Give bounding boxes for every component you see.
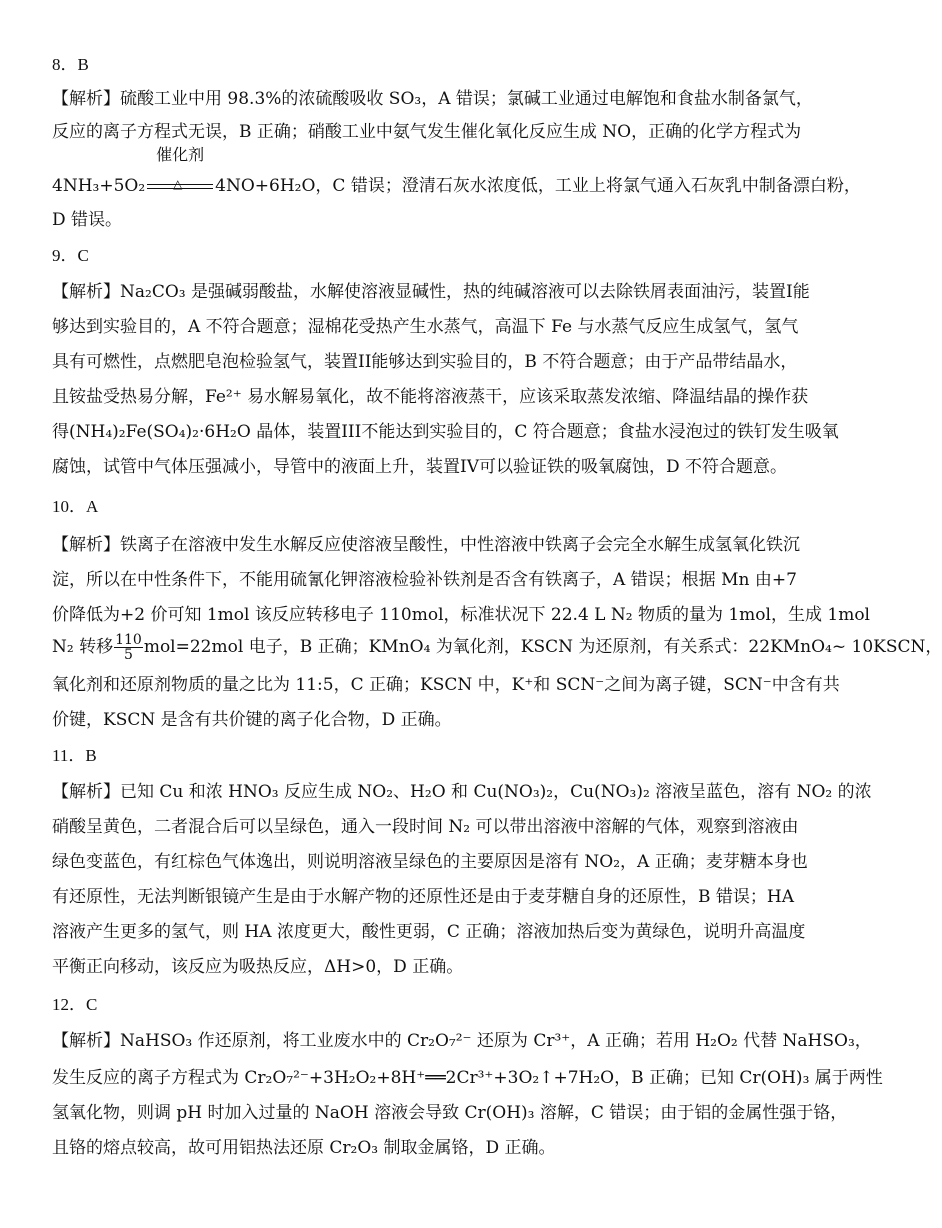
q11-line-1: 【解析】已知 Cu 和浓 HNO₃ 反应生成 NO₂、H₂O 和 Cu(NO₃)₂，Cu(NO₃)₂ 溶液呈蓝色，溶有 NO₂ 的浓: [52, 782, 872, 802]
q8-equation-left: 4NH₃+5O₂: [52, 176, 146, 196]
q10-number: 10．A: [52, 497, 99, 516]
q10-line-2: 淀，所以在中性条件下，不能用硫氰化钾溶液检验补铁剂是否含有铁离子，A 错误；根据 Mn 由+7: [52, 570, 797, 590]
q8-reaction-arrow: [145, 145, 215, 201]
q10-line-3: 价降低为+2 价可知 1mol 该反应转移电子 110mol，标准状况下 22.4 L N₂ 物质的量为 1mol，生成 1mol: [52, 605, 870, 625]
q12-line-3: 氢氧化物，则调 pH 时加入过量的 NaOH 溶液会导致 Cr(OH)₃ 溶解，C 错误；由于铝的金属性强于铬，: [52, 1103, 848, 1123]
q10-line-1: 【解析】铁离子在溶液中发生水解反应使溶液呈酸性，中性溶液中铁离子会完全水解生成氢氧化铁沉: [52, 535, 800, 555]
q10-frac-numerator: 110: [115, 632, 142, 648]
q9-line-2: 够达到实验目的，A 不符合题意；湿棉花受热产生水蒸气，高温下 Fe 与水蒸气反应生成氢气，氢气: [52, 317, 799, 337]
q9-line-5: 得(NH₄)₂Fe(SO₄)₂·6H₂O 晶体，装置III不能达到实验目的，C 符合题意；食盐水浸泡过的铁钉发生吸氧: [52, 422, 839, 442]
q8-equation-right: 4NO+6H₂O，C 错误；澄清石灰水浓度低，工业上将氯气通入石灰乳中制备漂白粉，: [215, 176, 861, 196]
q10-frac-suffix: mol=22mol 电子，B 正确；KMnO₄ 为氧化剂，KSCN 为还原剂，有关系式：22KMnO₄~ 10KSCN，: [143, 637, 942, 657]
q10-frac-denominator: 5: [124, 647, 133, 663]
q11-line-6: 平衡正向移动，该反应为吸热反应，ΔH>0，D 正确。: [52, 957, 464, 977]
q12-line-2: 发生反应的离子方程式为 Cr₂O₇²⁻+3H₂O₂+8H⁺══2Cr³⁺+3O₂↑+7H₂O，B 正确；已知 Cr(OH)₃ 属于两性: [52, 1068, 883, 1088]
q11-number: 11．B: [52, 746, 97, 765]
q11-line-2: 硝酸呈黄色，二者混合后可以呈绿色，通入一段时间 N₂ 可以带出溶液中溶解的气体，观察到溶液由: [52, 817, 799, 837]
q9-line-4: 且铵盐受热易分解，Fe²⁺ 易水解易氧化，故不能将溶液蒸干，应该采取蒸发浓缩、降温结晶的操作获: [52, 387, 809, 407]
q8-number: 8．B: [52, 55, 89, 74]
q11-line-4: 有还原性，无法判断银镜产生是由于水解产物的还原性还是由于麦芽糖自身的还原性，B 错误；HA: [52, 887, 794, 907]
q10-fraction-line: [52, 629, 942, 665]
q8-equation-line: [52, 145, 861, 201]
q10-line-4: 氧化剂和还原剂物质的量之比为 11:5，C 正确；KSCN 中，K⁺和 SCN⁻之间为离子键，SCN⁻中含有共: [52, 675, 840, 695]
q8-heat-symbol: △: [173, 177, 183, 191]
q10-frac-prefix: N₂ 转移: [52, 637, 114, 657]
q12-line-4: 且铬的熔点较高，故可用铝热法还原 Cr₂O₃ 制取金属铬，D 正确。: [52, 1138, 556, 1158]
q8-catalyst-label: 催化剂: [156, 145, 205, 164]
q9-line-6: 腐蚀，试管中气体压强减小，导管中的液面上升，装置IV可以验证铁的吸氧腐蚀，D 不符合题意。: [52, 457, 788, 477]
q9-line-1: 【解析】Na₂CO₃ 是强碱弱酸盐，水解使溶液显碱性，热的纯碱溶液可以去除铁屑表面油污，装置I能: [52, 282, 810, 302]
q11-line-5: 溶液产生更多的氢气，则 HA 浓度更大，酸性更弱，C 正确；溶液加热后变为黄绿色，说明升高温度: [52, 922, 806, 942]
q8-line-3: D 错误。: [52, 210, 123, 230]
q8-line-2: 反应的离子方程式无误，B 正确；硝酸工业中氨气发生催化氧化反应生成 NO，正确的化学方程式为: [52, 122, 802, 142]
q12-line-1: 【解析】NaHSO₃ 作还原剂，将工业废水中的 Cr₂O₇²⁻ 还原为 Cr³⁺，A 正确；若用 H₂O₂ 代替 NaHSO₃，: [52, 1031, 872, 1051]
q10-line-5: 价键，KSCN 是含有共价键的离子化合物，D 正确。: [52, 710, 452, 730]
q9-number: 9．C: [52, 246, 89, 265]
q11-line-3: 绿色变蓝色，有红棕色气体逸出，则说明溶液呈绿色的主要原因是溶有 NO₂，A 正确；麦芽糖本身也: [52, 852, 808, 872]
q9-line-3: 具有可燃性，点燃肥皂泡检验氢气，装置II能够达到实验目的，B 不符合题意；由于产品带结晶水，: [52, 352, 798, 372]
q10-fraction: [114, 633, 143, 662]
q8-line-1: 【解析】硫酸工业中用 98.3%的浓硫酸吸收 SO₃，A 错误；氯碱工业通过电解饱和食盐水制备氯气，: [52, 89, 813, 109]
q12-number: 12．C: [52, 995, 98, 1014]
